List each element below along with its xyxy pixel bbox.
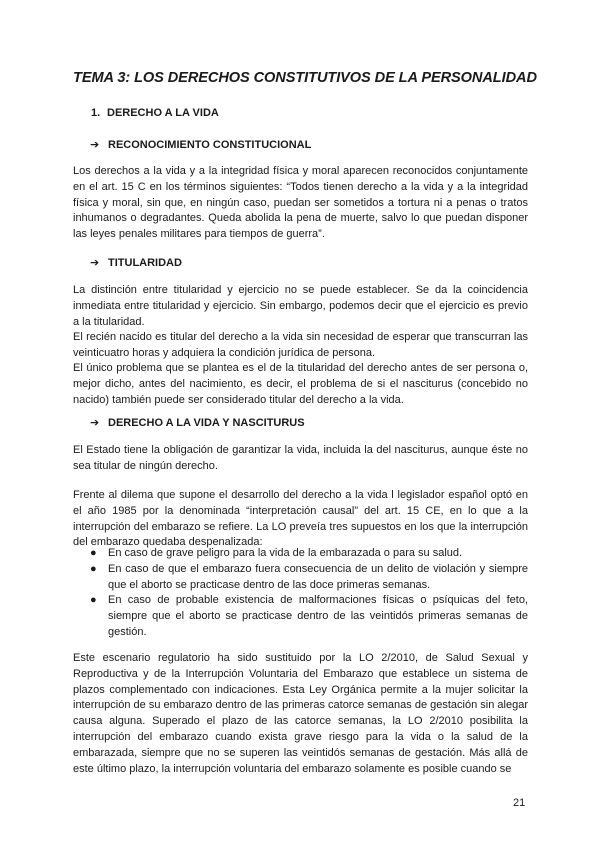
bullet-icon: ●: [90, 594, 97, 607]
subsection-titularidad: [90, 256, 182, 269]
paragraph: El recién nacido es titular del derecho a la vida sin necesidad de esperar que transcurran las veinticuatro horas y adquiera la condición jurídica de persona.: [73, 331, 528, 359]
subsection-label: RECONOCIMIENTO CONSTITUCIONAL: [108, 139, 312, 151]
page-number: 21: [513, 797, 526, 809]
subsection-label: TITULARIDAD: [108, 257, 182, 269]
subsection-nasciturus: [90, 416, 305, 429]
paragraph: Este escenario regulatorio ha sido sustituido por la LO 2/2010, de Salud Sexual y Reproductiva y de la Interrupción Voluntaria del Embarazo que establece un sistema de plazos complementado con indicaciones. Esta Ley Orgánica permite a la mujer solicitar la interrupción de su embarazo dentro de las primeras catorce semanas de gestación sin alegar causa alguna. Superado el plazo de las catorce semanas, la LO 2/2010 posibilita la interrupción del embarazo cuando exista grave riesgo para la vida o la salud de la embarazada, siempre que no se superen las veintidós semanas de gestación. Más allá de este último plazo, la interrupción voluntaria del embarazo solamente es posible cuando se: [73, 652, 528, 775]
bullet-icon: ●: [90, 547, 97, 559]
subsection-label: DERECHO A LA VIDA Y NASCITURUS: [108, 417, 305, 429]
list-item-text: En caso de que el embarazo fuera consecuencia de un delito de violación y siempre que el aborto se practicase dentro de las doce primeras semanas.: [108, 562, 528, 591]
paragraph: Frente al dilema que supone el desarrollo del derecho a la vida l legislador español optó en el año 1985 por la denominada “interpretación causal” del art. 15 CE, en lo que a la interrupción del embarazo se refiere. La LO preveía tres supuestos en los que la interrupción del embarazo quedaba despenalizada:: [73, 489, 528, 549]
section-label: DERECHO A LA VIDA: [107, 107, 219, 119]
list-item-text: En caso de probable existencia de malformaciones físicas o psíquicas del feto, siempre que el aborto se practicase dentro de las veintidós primeras semanas de gestión.: [108, 594, 528, 638]
list-item: [90, 546, 528, 562]
paragraph: El Estado tiene la obligación de garantizar la vida, incluida la del nasciturus, aunque éste no sea titular de ningún derecho.: [73, 444, 528, 472]
paragraph: Los derechos a la vida y a la integridad física y moral aparecen reconocidos conjuntamente en el art. 15 C en los términos siguientes: “Todos tienen derecho a la vida y a la integridad física y moral, sin que, en ningún caso, puedan ser sometidos a tortura ni a penas o tratos inhumanos o degradantes. Queda abolida la pena de muerte, salvo lo que puedan disponer las leyes penales militares para tiempos de guerra”.: [73, 165, 528, 241]
arrow-icon: ➔: [90, 139, 100, 151]
arrow-icon: ➔: [90, 257, 100, 269]
section-number: 1.: [91, 107, 101, 119]
list-item: [90, 562, 528, 594]
chapter-title: TEMA 3: LOS DERECHOS CONSTITUTIVOS DE LA PERSONALIDAD: [73, 70, 537, 86]
list-item-text: En caso de grave peligro para la vida de la embarazada o para su salud.: [108, 547, 463, 559]
paragraph: El único problema que se plantea es el de la titularidad del derecho antes de ser persona o, mejor dicho, antes del nacimiento, es decir, el problema de si el nasciturus (concebido no nacido) también puede ser considerado titular del derecho a la vida.: [73, 362, 528, 406]
section-heading: [91, 107, 219, 119]
arrow-icon: ➔: [90, 417, 100, 429]
subsection-reconocimiento: [90, 138, 311, 151]
paragraph: La distinción entre titularidad y ejercicio no se puede establecer. Se da la coincidencia inmediata entre titularidad y ejercicio. Sin embargo, podemos decir que el ejercicio es previo a la titularidad.: [73, 284, 528, 328]
bullet-list: [90, 546, 528, 641]
bullet-icon: ●: [90, 562, 97, 575]
list-item: [90, 593, 528, 640]
